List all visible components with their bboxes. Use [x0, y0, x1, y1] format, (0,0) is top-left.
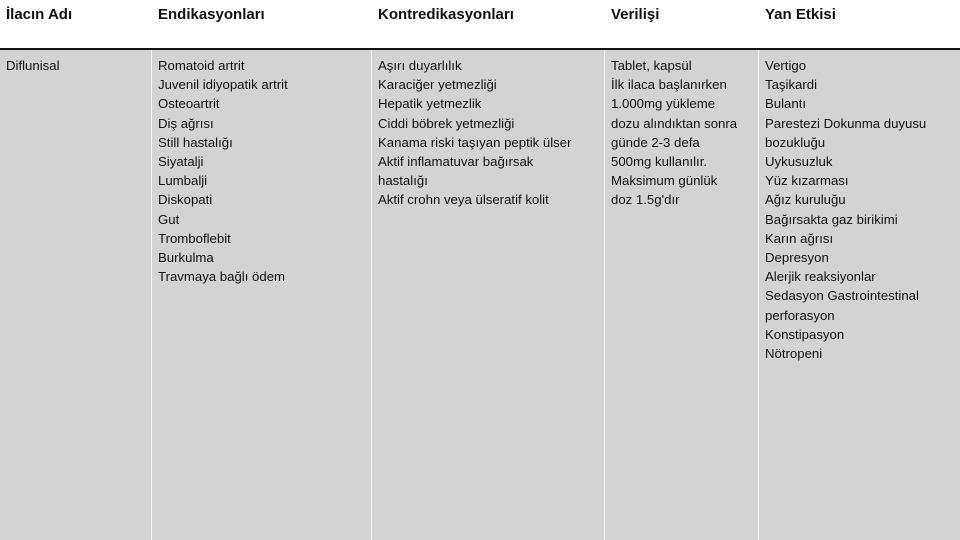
cell-drug-name: [0, 50, 152, 540]
indication-item: Osteoartrit: [158, 96, 220, 112]
drug-name: Diflunisal: [6, 58, 60, 73]
administration-line: doz 1.5g'dır: [611, 192, 680, 208]
side-effect-item: Taşikardi: [765, 77, 818, 93]
contraindication-item: Aşırı duyarlılık: [378, 58, 462, 73]
side-effect-item: Bağırsakta gaz birikimi: [765, 211, 898, 227]
side-effect-item: Depresyon: [765, 250, 829, 266]
side-effect-item: Konstipasyon: [765, 326, 845, 342]
cell-contraindications: [372, 50, 605, 540]
header-administration: Verilişi: [611, 6, 660, 23]
indication-item: Diskopati: [158, 192, 213, 208]
side-effect-item: Karın ağrısı: [765, 230, 834, 246]
table-row: [0, 50, 960, 540]
administration-line: Tablet, kapsül: [611, 58, 692, 73]
indication-item: Juvenil idiyopatik artrit: [158, 77, 288, 93]
cell-administration: [605, 50, 759, 540]
table-header-row: [0, 0, 960, 50]
side-effect-item: Yüz kızarması: [765, 173, 849, 189]
indication-item: Lumbalji: [158, 173, 208, 189]
indication-item: Tromboflebit: [158, 230, 231, 246]
indication-item: Gut: [158, 211, 180, 227]
indication-item: Diş ağrısı: [158, 115, 214, 131]
contraindication-item: Hepatik yetmezlik: [378, 96, 482, 112]
indication-item: Still hastalığı: [158, 134, 233, 150]
administration-line: günde 2-3 defa: [611, 134, 700, 150]
indication-item: Travmaya bağlı ödem: [158, 269, 286, 285]
administration-line: 500mg kullanılır.: [611, 154, 708, 170]
contraindication-item: Kanama riski taşıyan peptik ülser: [378, 134, 572, 150]
side-effect-item: Sedasyon Gastrointestinal perforasyon: [765, 288, 919, 323]
header-drug-name: İlacın Adı: [6, 6, 73, 23]
side-effect-item: Uykusuzluk: [765, 154, 833, 170]
indication-item: Siyatalji: [158, 154, 204, 170]
side-effect-item: Alerjik reaksiyonlar: [765, 269, 876, 285]
side-effect-item: Bulantı: [765, 96, 807, 112]
administration-line: Maksimum günlük: [611, 173, 718, 189]
side-effect-item: Nötropeni: [765, 346, 823, 362]
indication-item: Burkulma: [158, 250, 214, 266]
administration-line: dozu alındıktan sonra: [611, 115, 738, 131]
side-effect-item: Ağız kuruluğu: [765, 192, 846, 208]
contraindication-item: Aktif crohn veya ülseratif kolit: [378, 192, 549, 208]
contraindication-item: Karaciğer yetmezliği: [378, 77, 497, 93]
side-effect-item: Parestezi Dokunma duyusu bozukluğu: [765, 115, 927, 150]
contraindication-item: hastalığı: [378, 173, 428, 189]
header-side-effects: Yan Etkisi: [765, 6, 836, 23]
administration-line: İlk ilaca başlanırken: [611, 77, 727, 93]
contraindication-item: Aktif inflamatuvar bağırsak: [378, 154, 534, 170]
side-effect-item: Vertigo: [765, 58, 807, 73]
contraindication-item: Ciddi böbrek yetmezliği: [378, 115, 515, 131]
cell-indications: [152, 50, 372, 540]
administration-line: 1.000mg yükleme: [611, 96, 716, 112]
header-contraindications: Kontredikasyonları: [378, 6, 514, 23]
header-indications: Endikasyonları: [158, 6, 265, 23]
cell-side-effects: [759, 50, 960, 540]
indication-item: Romatoid artrit: [158, 58, 245, 73]
